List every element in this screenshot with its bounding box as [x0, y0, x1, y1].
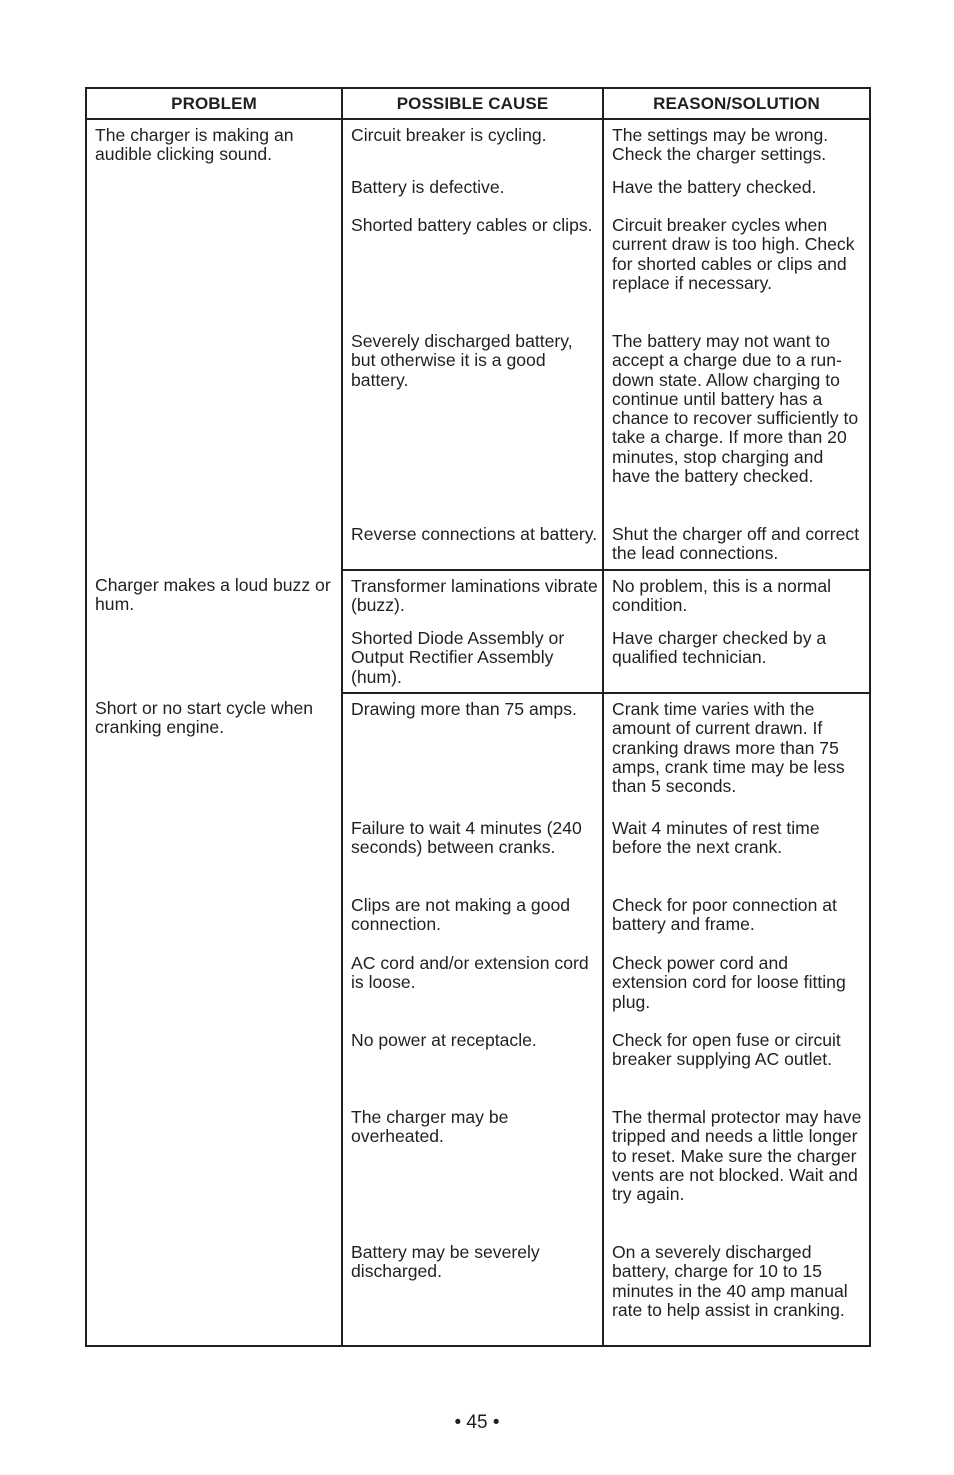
solution-text: Check for open fuse or circuit breaker supplying AC outlet.	[612, 1030, 841, 1070]
cause-cell	[342, 954, 603, 1031]
solution-text: Circuit breaker cycles when current draw is too high. Check for shorted cables or clips and replace if necessary.	[612, 215, 855, 293]
solution-cell	[603, 896, 870, 954]
problem-text: The charger is making an audible clicking sound.	[95, 125, 294, 165]
cause-text: Severely discharged battery, but otherwise it is a good battery.	[351, 331, 573, 390]
solution-cell	[603, 693, 870, 819]
cause-cell	[342, 119, 603, 178]
solution-cell	[603, 1031, 870, 1108]
cause-cell	[342, 216, 603, 332]
solution-text: Shut the charger off and correct the lead connections.	[612, 524, 860, 564]
cause-cell	[342, 896, 603, 954]
cause-cell	[342, 1031, 603, 1108]
solution-text: Wait 4 minutes of rest time before the next crank.	[612, 818, 820, 858]
solution-cell	[603, 216, 870, 332]
solution-cell	[603, 819, 870, 896]
cause-text: Clips are not making a good connection.	[351, 895, 571, 935]
table-row	[86, 693, 870, 819]
cause-text: Circuit breaker is cycling.	[351, 125, 547, 145]
solution-text: Crank time varies with the amount of current drawn. If cranking draws more than 75 amps, crank time may be less than 5 seconds.	[612, 699, 845, 797]
solution-cell	[603, 954, 870, 1031]
table-row	[86, 570, 870, 629]
problem-cell	[86, 570, 342, 693]
cause-text: Transformer laminations vibrate (buzz).	[351, 576, 598, 616]
cause-cell	[342, 525, 603, 570]
solution-text: Check power cord and extension cord for loose fitting plug.	[612, 953, 846, 1012]
cause-text: Shorted battery cables or clips.	[351, 215, 593, 235]
cause-cell	[342, 178, 603, 216]
solution-text: No problem, this is a normal condition.	[612, 576, 832, 616]
cause-cell	[342, 693, 603, 819]
solution-text: The thermal protector may have tripped and needs a little longer to reset. Make sure the charger vents are not blocked. Wait and try again.	[612, 1107, 862, 1205]
solution-cell	[603, 178, 870, 216]
troubleshooting-table	[85, 87, 871, 1347]
solution-text: Have charger checked by a qualified technician.	[612, 628, 827, 668]
solution-cell	[603, 1243, 870, 1346]
table-header-row	[86, 88, 870, 119]
cause-text: Battery may be severely discharged.	[351, 1242, 540, 1282]
cause-text: Reverse connections at battery.	[351, 524, 598, 544]
problem-cell	[86, 693, 342, 1346]
solution-column-header: REASON/SOLUTION	[603, 88, 870, 119]
solution-cell	[603, 570, 870, 629]
solution-cell	[603, 1108, 870, 1243]
problem-text: Charger makes a loud buzz or hum.	[95, 575, 331, 615]
cause-text: No power at receptacle.	[351, 1030, 537, 1050]
cause-text: Battery is defective.	[351, 177, 505, 197]
cause-column-header: POSSIBLE CAUSE	[342, 88, 603, 119]
problem-cell	[86, 119, 342, 570]
solution-text: On a severely discharged battery, charge for 10 to 15 minutes in the 40 amp manual rate to help assist in cranking.	[612, 1242, 848, 1320]
cause-cell	[342, 332, 603, 525]
solution-cell	[603, 629, 870, 693]
cause-cell	[342, 1108, 603, 1243]
problem-text: Short or no start cycle when cranking engine.	[95, 698, 314, 738]
solution-text: Check for poor connection at battery and frame.	[612, 895, 837, 935]
problem-column-header: PROBLEM	[86, 88, 342, 119]
solution-text: Have the battery checked.	[612, 177, 817, 197]
cause-text: The charger may be overheated.	[351, 1107, 509, 1147]
cause-cell	[342, 629, 603, 693]
cause-cell	[342, 1243, 603, 1346]
table-row	[86, 119, 870, 178]
cause-cell	[342, 819, 603, 896]
cause-text: Shorted Diode Assembly or Output Rectifier Assembly (hum).	[351, 628, 565, 687]
solution-text: The settings may be wrong. Check the charger settings.	[612, 125, 829, 165]
cause-text: Drawing more than 75 amps.	[351, 699, 577, 719]
page-number: • 45 •	[454, 1412, 500, 1433]
cause-cell	[342, 570, 603, 629]
cause-text: Failure to wait 4 minutes (240 seconds) between cranks.	[351, 818, 582, 858]
solution-cell	[603, 332, 870, 525]
solution-cell	[603, 525, 870, 570]
solution-cell	[603, 119, 870, 178]
cause-text: AC cord and/or extension cord is loose.	[351, 953, 589, 993]
solution-text: The battery may not want to accept a charge due to a run-down state. Allow charging to continue until battery has a chance to recover sufficiently to take a charge. If more than 20 minutes, stop charging and have the battery checked.	[612, 331, 859, 487]
